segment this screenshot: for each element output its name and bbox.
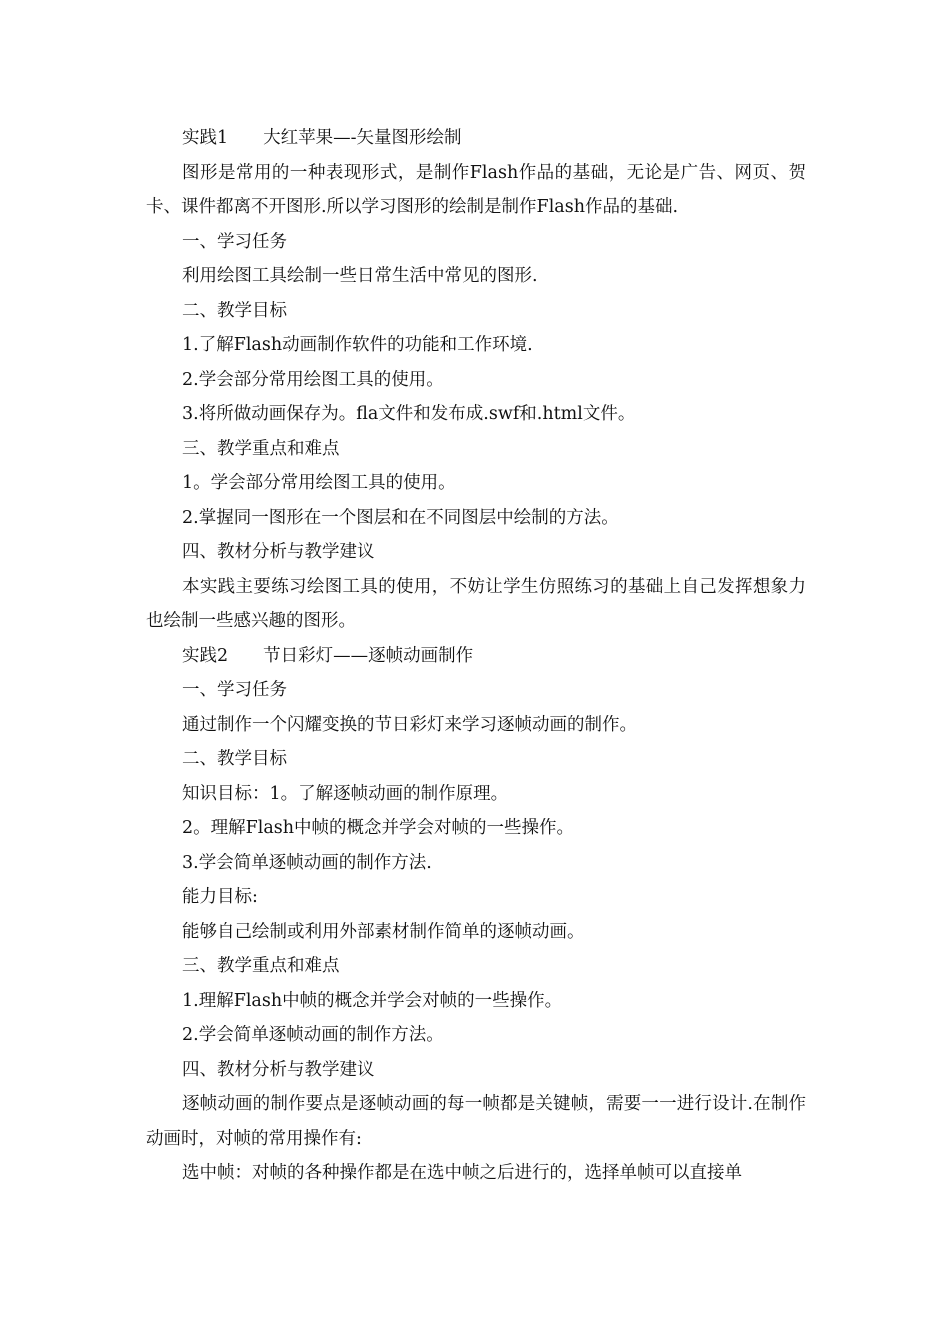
section-heading: 三、教学重点和难点 [182,438,340,459]
document-body [146,121,806,1191]
paragraph: 通过制作一个闪耀变换的节日彩灯来学习逐帧动画的制作。 [182,714,637,735]
paragraph: 本实践主要练习绘图工具的使用，不妨让学生仿照练习的基础上自己发挥想象力也绘制一些感兴趣的图形。 [146,576,806,631]
section-heading: 一、学习任务 [182,680,287,700]
list-item: 2.学会简单逐帧动画的制作方法。 [182,1025,444,1045]
list-item: 1.理解Flash中帧的概念并学会对帧的一些操作。 [182,990,563,1011]
paragraph: 能够自己绘制或利用外部素材制作简单的逐帧动画。 [182,921,585,942]
section-heading: 四、教材分析与教学建议 [182,542,375,562]
section-heading: 二、教学目标 [182,749,287,769]
list-item: 1。学会部分常用绘图工具的使用。 [182,473,456,493]
paragraph: 逐帧动画的制作要点是逐帧动画的每一帧都是关键帧，需要一一进行设计.在制作动画时，对帧的常用操作有: [146,1094,806,1149]
list-item: 2.掌握同一图形在一个图层和在不同图层中绘制的方法。 [182,507,619,528]
paragraph: 利用绘图工具绘制一些日常生活中常见的图形. [182,266,538,286]
section-heading: 四、教材分析与教学建议 [182,1059,375,1080]
section-heading: 一、学习任务 [182,231,287,252]
section-title-practice-2: 实践2 节日彩灯——逐帧动画制作 [182,645,474,666]
paragraph: 能力目标: [182,887,258,907]
section-heading: 三、教学重点和难点 [182,956,340,976]
paragraph: 图形是常用的一种表现形式，是制作Flash作品的基础，无论是广告、网页、贺卡、课件都离不开图形.所以学习图形的绘制是制作Flash作品的基础. [146,162,806,217]
list-item: 3.将所做动画保存为。fla文件和发布成.swf和.html文件。 [182,404,636,424]
paragraph: 选中帧：对帧的各种操作都是在选中帧之后进行的，选择单帧可以直接单 [182,1163,742,1183]
list-item: 2.学会部分常用绘图工具的使用。 [182,369,444,390]
list-item: 2。理解Flash中帧的概念并学会对帧的一些操作。 [182,818,575,838]
list-item: 1.了解Flash动画制作软件的功能和工作环境. [182,335,533,355]
list-item: 知识目标：1。了解逐帧动画的制作原理。 [182,783,509,804]
section-heading: 二、教学目标 [182,300,287,321]
section-title-practice-1: 实践1 大红苹果—-矢量图形绘制 [182,128,462,148]
list-item: 3.学会简单逐帧动画的制作方法. [182,852,432,873]
